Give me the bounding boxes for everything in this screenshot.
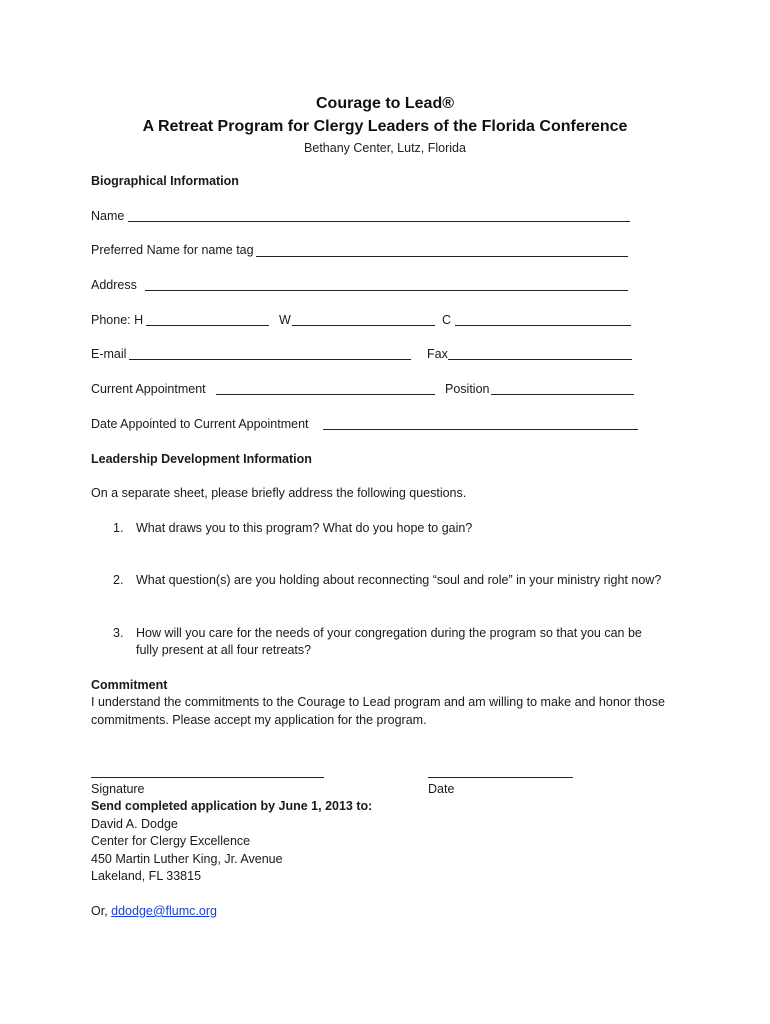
date-appointed-field[interactable] bbox=[323, 429, 638, 430]
bio-heading: Biographical Information bbox=[91, 174, 239, 188]
preferred-name-field[interactable] bbox=[256, 256, 628, 257]
question-number: 3. bbox=[113, 626, 124, 640]
phone-cell-label: C bbox=[442, 313, 452, 327]
email-field[interactable] bbox=[129, 359, 411, 360]
phone-cell-field[interactable] bbox=[455, 325, 631, 326]
send-name: David A. Dodge bbox=[91, 817, 178, 831]
phone-work-label: W bbox=[279, 313, 291, 327]
phone-work-field[interactable] bbox=[292, 325, 435, 326]
question-number: 1. bbox=[113, 521, 124, 535]
phone-home-label: Phone: H bbox=[91, 313, 144, 327]
phone-home-field[interactable] bbox=[146, 325, 269, 326]
address-label: Address bbox=[91, 278, 137, 292]
signature-field[interactable] bbox=[91, 777, 324, 778]
appointment-field[interactable] bbox=[216, 394, 435, 395]
question-number: 2. bbox=[113, 573, 124, 587]
address-field[interactable] bbox=[145, 290, 628, 291]
question-text: What draws you to this program? What do you hope to gain? bbox=[136, 521, 473, 535]
question-text-continued: fully present at all four retreats? bbox=[136, 643, 312, 657]
date-appointed-label: Date Appointed to Current Appointment bbox=[91, 417, 309, 431]
name-label: Name bbox=[91, 209, 125, 223]
question-text: How will you care for the needs of your congregation during the program so that you can be bbox=[136, 626, 642, 640]
question-text: What question(s) are you holding about reconnecting “soul and role” in your ministry right now? bbox=[136, 573, 662, 587]
fax-field[interactable] bbox=[448, 359, 632, 360]
send-city: Lakeland, FL 33815 bbox=[91, 869, 202, 883]
position-label: Position bbox=[445, 382, 490, 396]
fax-label: Fax bbox=[427, 347, 448, 361]
form-location: Bethany Center, Lutz, Florida bbox=[304, 141, 466, 155]
or-label: Or, bbox=[91, 904, 108, 918]
position-field[interactable] bbox=[491, 394, 634, 395]
date-field[interactable] bbox=[428, 777, 573, 778]
leadership-heading: Leadership Development Information bbox=[91, 452, 312, 466]
appointment-label: Current Appointment bbox=[91, 382, 206, 396]
email-label: E-mail bbox=[91, 347, 127, 361]
preferred-name-label: Preferred Name for name tag bbox=[91, 243, 254, 257]
name-field[interactable] bbox=[128, 221, 630, 222]
email-link[interactable]: ddodge@flumc.org bbox=[111, 904, 217, 918]
send-email-row bbox=[91, 904, 217, 918]
signature-label: Signature bbox=[91, 782, 145, 796]
form-subtitle: A Retreat Program for Clergy Leaders of the Florida Conference bbox=[142, 118, 628, 135]
commitment-line1: I understand the commitments to the Courage to Lead program and am willing to make and honor those bbox=[91, 695, 665, 709]
send-street: 450 Martin Luther King, Jr. Avenue bbox=[91, 852, 283, 866]
send-heading: Send completed application by June 1, 2013 to: bbox=[91, 799, 373, 813]
commitment-line2: commitments. Please accept my application for the program. bbox=[91, 713, 427, 727]
leadership-intro: On a separate sheet, please briefly address the following questions. bbox=[91, 486, 467, 500]
date-label: Date bbox=[428, 782, 455, 796]
send-org: Center for Clergy Excellence bbox=[91, 834, 251, 848]
form-title: Courage to Lead® bbox=[315, 95, 455, 112]
commitment-heading: Commitment bbox=[91, 678, 168, 692]
